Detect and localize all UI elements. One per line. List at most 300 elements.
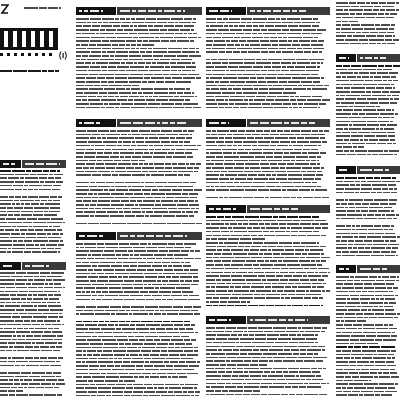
text-line xyxy=(206,149,318,151)
text-line xyxy=(0,233,65,235)
header-text-glyph xyxy=(209,10,218,12)
text-line xyxy=(206,383,329,385)
text-line xyxy=(336,357,395,359)
text-line xyxy=(0,196,62,198)
text-line xyxy=(76,361,200,363)
text-line xyxy=(336,240,396,242)
text-line xyxy=(0,365,62,367)
text-line xyxy=(336,9,399,11)
section-body-text xyxy=(0,272,66,400)
text-line xyxy=(0,70,59,72)
text-line xyxy=(336,35,395,37)
text-line xyxy=(206,235,327,237)
header-text-glyph xyxy=(3,163,9,165)
text-line xyxy=(76,156,194,158)
section-header-label xyxy=(76,232,117,240)
text-line xyxy=(206,227,328,229)
text-line xyxy=(76,280,201,282)
text-line xyxy=(0,207,60,209)
text-line xyxy=(0,276,64,278)
text-line xyxy=(336,343,378,345)
header-text-glyph xyxy=(164,10,175,12)
text-line xyxy=(336,39,399,41)
section-header-subtitle xyxy=(22,160,66,168)
section-header-subtitle xyxy=(117,232,202,240)
section-body-text xyxy=(76,243,202,400)
text-line xyxy=(76,350,198,352)
text-line xyxy=(206,253,324,255)
header-text-glyph xyxy=(145,122,155,124)
text-line xyxy=(336,320,369,322)
header-text-glyph xyxy=(221,122,226,124)
section-header-label xyxy=(206,119,247,127)
text-line xyxy=(336,280,399,282)
text-line xyxy=(76,29,194,31)
text-line xyxy=(336,313,400,315)
text-line xyxy=(336,283,394,285)
text-line xyxy=(336,143,396,145)
text-line xyxy=(76,376,189,378)
text-line xyxy=(76,347,200,349)
text-line xyxy=(0,342,62,344)
text-line xyxy=(0,390,24,392)
header-text-glyph xyxy=(250,122,258,124)
text-line xyxy=(0,328,61,330)
text-line xyxy=(0,383,65,385)
text-line xyxy=(206,18,320,20)
text-line xyxy=(206,29,326,31)
text-line xyxy=(0,309,66,311)
text-line xyxy=(206,81,321,83)
text-line xyxy=(336,124,397,126)
text-line xyxy=(76,211,198,213)
text-line xyxy=(76,332,198,334)
text-line xyxy=(206,379,323,381)
text-line xyxy=(206,141,327,143)
text-line xyxy=(76,243,198,245)
text-line xyxy=(0,229,62,231)
text-line xyxy=(206,178,321,180)
text-line xyxy=(336,181,400,183)
section-body-text xyxy=(336,2,400,48)
header-text-glyph xyxy=(25,265,30,267)
header-text-glyph xyxy=(220,10,228,12)
text-line xyxy=(0,248,61,250)
header-text-glyph xyxy=(382,268,386,270)
text-line xyxy=(336,43,398,45)
header-text-glyph xyxy=(185,235,186,237)
header-text-glyph xyxy=(79,10,82,12)
text-line xyxy=(0,302,63,304)
section-body-text xyxy=(206,216,330,311)
text-line xyxy=(206,242,319,244)
text-line xyxy=(76,193,198,195)
text-line xyxy=(336,255,399,257)
text-line xyxy=(336,251,396,253)
text-line xyxy=(0,339,62,341)
text-line xyxy=(0,379,64,381)
text-line xyxy=(336,229,396,231)
section-header-subtitle xyxy=(117,119,202,127)
header-text-glyph xyxy=(250,10,255,12)
text-line xyxy=(336,84,394,86)
text-line xyxy=(76,384,199,386)
section-header-label xyxy=(206,205,247,213)
text-line xyxy=(206,331,327,333)
text-line xyxy=(336,339,396,341)
text-line xyxy=(336,146,367,148)
text-line xyxy=(206,349,326,351)
text-line xyxy=(206,353,318,355)
text-line xyxy=(206,223,328,225)
header-text-glyph xyxy=(130,235,135,237)
header-text-glyph xyxy=(299,10,306,12)
header-text-glyph xyxy=(59,163,60,165)
text-line xyxy=(206,48,327,50)
text-line xyxy=(206,338,318,340)
header-text-glyph xyxy=(301,122,308,124)
text-line xyxy=(0,394,62,396)
section-header xyxy=(206,316,330,324)
text-line xyxy=(76,137,192,139)
text-line xyxy=(336,177,397,179)
header-text-glyph xyxy=(46,265,50,267)
section-header xyxy=(206,119,330,127)
text-line xyxy=(76,265,191,267)
text-line xyxy=(76,336,190,338)
header-text-glyph xyxy=(32,265,44,267)
text-line xyxy=(336,28,394,30)
text-line xyxy=(76,250,200,252)
text-line xyxy=(336,192,399,194)
text-line xyxy=(0,222,65,224)
header-text-glyph xyxy=(374,57,378,59)
header-text-glyph xyxy=(348,57,349,59)
text-line xyxy=(336,91,400,93)
text-line xyxy=(76,295,199,297)
header-text-glyph xyxy=(170,122,174,124)
text-line xyxy=(76,287,191,289)
text-line xyxy=(206,360,324,362)
text-line xyxy=(76,22,196,24)
text-line xyxy=(206,346,328,348)
text-line xyxy=(0,313,62,315)
section-header-label xyxy=(0,160,22,168)
text-line xyxy=(336,291,394,293)
header-text-glyph xyxy=(255,319,266,321)
dot-row-graphic xyxy=(0,53,58,57)
section-header-subtitle xyxy=(247,205,330,213)
text-line xyxy=(206,74,321,76)
text-line xyxy=(0,291,60,293)
text-line xyxy=(0,361,61,363)
text-line xyxy=(336,298,395,300)
header-text-glyph xyxy=(173,235,184,237)
section-header-subtitle xyxy=(247,7,330,15)
header-text-glyph xyxy=(162,122,168,124)
text-line xyxy=(336,332,395,334)
text-line xyxy=(336,6,394,8)
text-line xyxy=(206,257,330,259)
text-line xyxy=(206,297,326,299)
text-line xyxy=(76,324,195,326)
text-line xyxy=(76,189,202,191)
section-body-text xyxy=(76,130,202,227)
header-text-glyph xyxy=(138,10,147,12)
text-line xyxy=(206,394,328,396)
header-text-glyph xyxy=(120,10,130,12)
text-line xyxy=(206,145,321,147)
text-line xyxy=(206,246,327,248)
text-line xyxy=(336,225,396,227)
text-line xyxy=(76,141,191,143)
text-line xyxy=(0,177,62,179)
text-line xyxy=(206,40,326,42)
section-header-label xyxy=(336,265,357,273)
text-line xyxy=(0,174,64,176)
text-line xyxy=(336,21,358,23)
text-line xyxy=(206,364,270,366)
header-text-glyph xyxy=(339,169,347,171)
barcode-graphic xyxy=(0,28,58,50)
header-text-glyph xyxy=(273,10,281,12)
text-line xyxy=(76,55,201,57)
text-line xyxy=(76,306,201,308)
bracket-mark-icon xyxy=(58,51,68,60)
header-text-glyph xyxy=(148,10,155,12)
leaflet-brand-area xyxy=(0,0,72,80)
header-text-glyph xyxy=(158,10,163,12)
text-line xyxy=(76,160,145,162)
text-line xyxy=(76,254,191,256)
text-line xyxy=(76,299,200,301)
section-header-subtitle xyxy=(247,316,330,324)
text-line xyxy=(76,103,198,105)
text-line xyxy=(76,40,194,42)
header-text-glyph xyxy=(25,163,34,165)
header-text-glyph xyxy=(282,208,288,210)
text-line xyxy=(76,262,191,264)
header-text-glyph xyxy=(365,57,372,59)
header-text-glyph xyxy=(209,208,214,210)
text-line xyxy=(76,48,199,50)
text-line xyxy=(24,7,61,9)
text-line xyxy=(0,320,60,322)
header-text-glyph xyxy=(156,235,163,237)
text-line xyxy=(76,99,190,101)
header-text-glyph xyxy=(295,319,305,321)
section-header-label xyxy=(76,7,117,15)
text-line xyxy=(76,354,200,356)
text-line xyxy=(0,357,63,359)
text-line xyxy=(206,37,318,39)
text-line xyxy=(76,247,192,249)
section-body-text xyxy=(0,170,66,258)
text-line xyxy=(76,152,192,154)
text-line xyxy=(76,130,194,132)
text-line xyxy=(76,145,201,147)
text-line xyxy=(336,335,397,337)
brand-footnote-text xyxy=(0,70,62,74)
text-line xyxy=(336,276,399,278)
text-line xyxy=(336,13,397,15)
section-body-text xyxy=(336,276,400,400)
text-line xyxy=(336,109,394,111)
text-line xyxy=(206,216,319,218)
text-line xyxy=(76,343,192,345)
header-text-glyph xyxy=(96,122,100,124)
text-line xyxy=(336,380,371,382)
section-header-label xyxy=(206,316,247,324)
text-line xyxy=(76,107,201,109)
text-line xyxy=(336,69,394,71)
text-line xyxy=(336,247,398,249)
text-line xyxy=(76,321,190,323)
text-line xyxy=(76,25,194,27)
text-line xyxy=(336,328,398,330)
header-text-glyph xyxy=(228,122,229,124)
header-text-glyph xyxy=(46,163,57,165)
text-line xyxy=(206,130,329,132)
text-line xyxy=(336,65,400,67)
text-line xyxy=(206,62,323,64)
header-text-glyph xyxy=(157,122,160,124)
section-body-text xyxy=(76,18,202,114)
text-line xyxy=(206,160,319,162)
text-line xyxy=(0,185,63,187)
header-text-glyph xyxy=(99,235,103,237)
text-line xyxy=(206,51,322,53)
text-line xyxy=(76,313,200,315)
section-body-text xyxy=(206,130,330,202)
text-line xyxy=(0,200,60,202)
header-text-glyph xyxy=(271,122,282,124)
text-line xyxy=(336,236,400,238)
text-line xyxy=(76,51,199,53)
text-line xyxy=(206,44,325,46)
section-header xyxy=(0,262,66,270)
text-line xyxy=(76,149,199,151)
text-line xyxy=(336,372,397,374)
text-line xyxy=(206,66,320,68)
text-line xyxy=(206,272,330,274)
text-line xyxy=(76,365,199,367)
text-line xyxy=(336,87,395,89)
text-line xyxy=(76,174,192,176)
header-text-glyph xyxy=(288,319,293,321)
text-line xyxy=(336,154,397,156)
text-line xyxy=(0,346,64,348)
header-text-glyph xyxy=(146,235,154,237)
header-text-glyph xyxy=(137,235,144,237)
text-line xyxy=(336,135,398,137)
header-text-glyph xyxy=(373,268,381,270)
text-line xyxy=(206,301,250,303)
text-line xyxy=(336,394,394,396)
brand-caption-text xyxy=(24,7,62,11)
text-line xyxy=(0,189,60,191)
text-line xyxy=(206,182,318,184)
text-line xyxy=(76,44,154,46)
text-line xyxy=(0,251,60,253)
text-line xyxy=(206,305,323,307)
text-line xyxy=(206,99,330,101)
brand-mark-icon xyxy=(0,4,9,14)
text-line xyxy=(336,188,397,190)
header-text-glyph xyxy=(209,319,215,321)
text-line xyxy=(0,331,64,333)
text-line xyxy=(76,92,194,94)
header-text-glyph xyxy=(120,235,128,237)
text-line xyxy=(206,59,326,61)
text-line xyxy=(336,113,398,115)
header-text-glyph xyxy=(133,122,144,124)
text-line xyxy=(206,268,329,270)
section-header xyxy=(206,205,330,213)
header-text-glyph xyxy=(79,122,82,124)
text-line xyxy=(336,150,399,152)
text-line xyxy=(0,324,65,326)
text-line xyxy=(76,258,201,260)
text-line xyxy=(76,66,196,68)
text-line xyxy=(0,181,63,183)
text-line xyxy=(0,214,60,216)
section-header-label xyxy=(336,54,357,62)
text-line xyxy=(206,186,323,188)
text-line xyxy=(0,237,61,239)
text-line xyxy=(76,37,201,39)
text-line xyxy=(336,139,395,141)
text-line xyxy=(0,298,60,300)
header-text-glyph xyxy=(307,319,308,321)
header-text-glyph xyxy=(217,319,228,321)
text-line xyxy=(206,286,325,288)
text-line xyxy=(206,171,322,173)
text-line xyxy=(206,327,327,329)
header-text-glyph xyxy=(87,235,97,237)
text-line xyxy=(0,387,61,389)
section-header xyxy=(0,160,66,168)
text-line xyxy=(76,77,201,79)
text-line xyxy=(336,309,394,311)
section-body-text xyxy=(336,65,400,161)
text-line xyxy=(0,226,60,228)
section-header xyxy=(76,232,202,240)
section-header-subtitle xyxy=(247,119,330,127)
text-line xyxy=(206,279,327,281)
header-text-glyph xyxy=(274,208,281,210)
text-line xyxy=(0,170,60,172)
header-text-glyph xyxy=(231,10,232,12)
text-line xyxy=(76,373,199,375)
text-line xyxy=(336,80,398,82)
section-header xyxy=(336,265,400,273)
section-header-subtitle xyxy=(357,265,400,273)
text-line xyxy=(336,369,395,371)
text-line xyxy=(336,387,395,389)
text-line xyxy=(0,279,65,281)
text-line xyxy=(206,137,325,139)
header-text-glyph xyxy=(284,122,289,124)
header-text-glyph xyxy=(374,169,383,171)
text-line xyxy=(0,218,63,220)
header-text-glyph xyxy=(229,319,231,321)
text-line xyxy=(336,132,395,134)
text-line xyxy=(206,264,322,266)
header-text-glyph xyxy=(120,122,130,124)
text-line xyxy=(336,317,398,319)
text-line xyxy=(76,18,196,20)
